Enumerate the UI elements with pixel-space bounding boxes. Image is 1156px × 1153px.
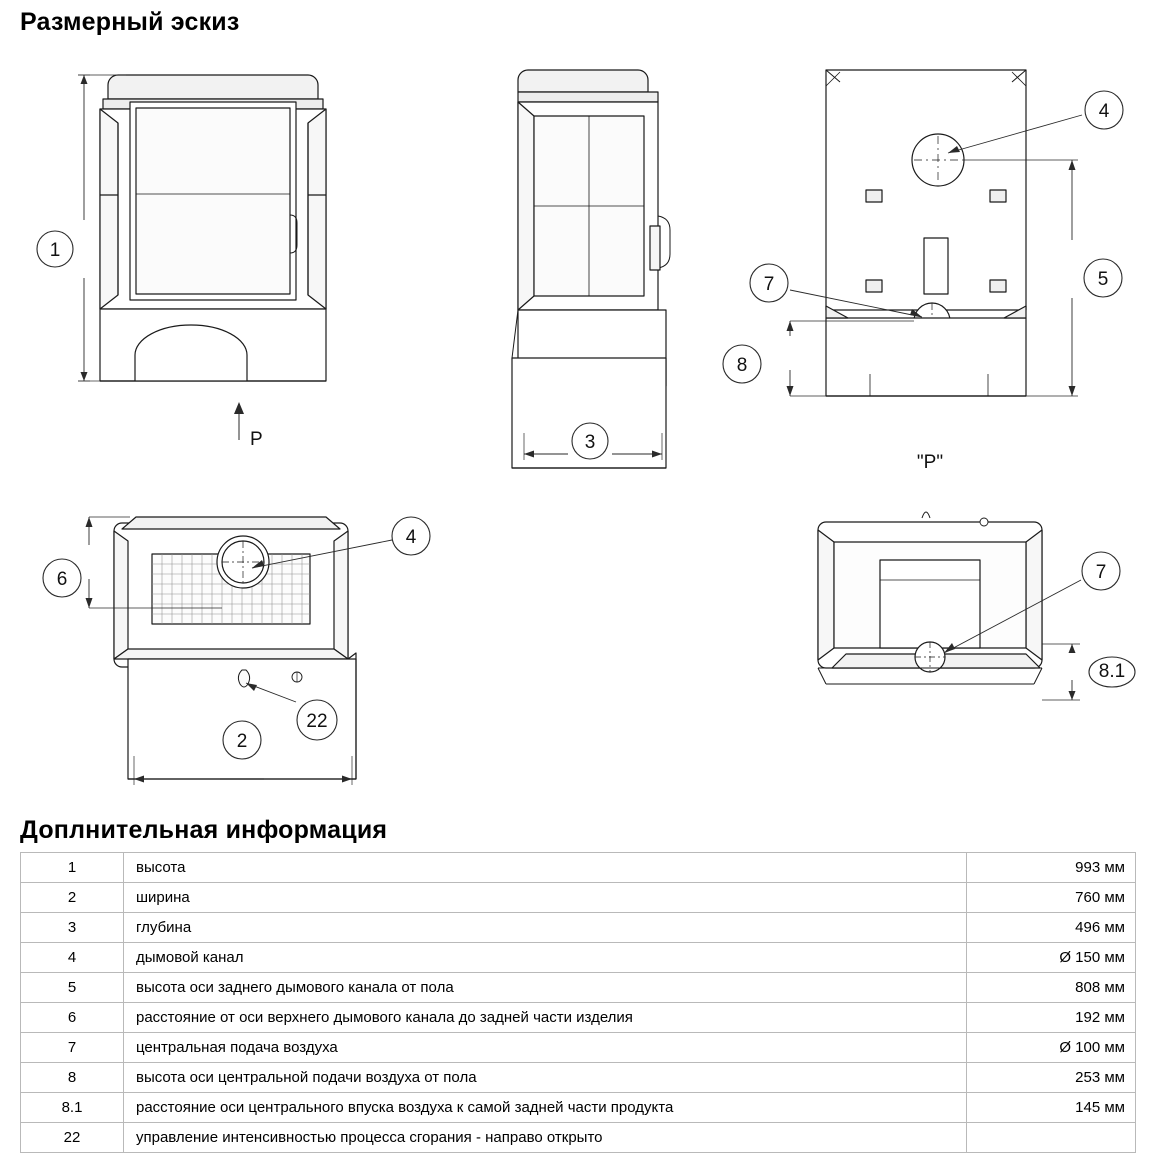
row-description: центральная подача воздуха <box>124 1033 967 1063</box>
page-title-extra: Доплнительная информация <box>20 816 388 844</box>
row-number: 8.1 <box>21 1093 124 1123</box>
row-number: 8 <box>21 1063 124 1093</box>
front-view <box>100 75 326 381</box>
row-value: 192 мм <box>967 1003 1136 1033</box>
callout-7-rear: 7 <box>763 274 775 295</box>
callout-2: 2 <box>236 731 248 752</box>
row-number: 5 <box>21 973 124 1003</box>
callout-4-top: 4 <box>405 527 417 548</box>
callout-7-p: 7 <box>1095 562 1107 583</box>
row-number: 4 <box>21 943 124 973</box>
dimension-8-1 <box>1042 644 1136 700</box>
callout-3: 3 <box>584 432 596 453</box>
row-description: высота оси заднего дымового канала от пола <box>124 973 967 1003</box>
table-row <box>21 883 1136 913</box>
row-description: расстояние от оси верхнего дымового канала до задней части изделия <box>124 1003 967 1033</box>
row-value: 145 мм <box>967 1093 1136 1123</box>
view-arrow-p <box>234 402 263 450</box>
row-description: ширина <box>124 883 967 913</box>
row-value: 496 мм <box>967 913 1136 943</box>
table-row <box>21 1003 1136 1033</box>
bottom-view-p <box>818 512 1042 684</box>
table-row <box>21 913 1136 943</box>
side-view <box>512 70 670 468</box>
row-value: Ø 150 мм <box>967 943 1136 973</box>
technical-drawing <box>0 40 1156 820</box>
callout-8: 8 <box>736 355 748 376</box>
row-description: глубина <box>124 913 967 943</box>
table-row <box>21 973 1136 1003</box>
table-row <box>21 1093 1136 1123</box>
row-number: 22 <box>21 1123 124 1153</box>
row-description: высота оси центральной подачи воздуха от пола <box>124 1063 967 1093</box>
label-view-p: "P" <box>916 452 944 473</box>
table-row <box>21 853 1136 883</box>
table-row <box>21 1063 1136 1093</box>
row-value: 808 мм <box>967 973 1136 1003</box>
callout-1: 1 <box>49 240 61 261</box>
callout-6: 6 <box>56 569 68 590</box>
row-description: управление интенсивностью процесса сгорания - направо открыто <box>124 1123 967 1153</box>
table-row <box>21 1033 1136 1063</box>
row-number: 3 <box>21 913 124 943</box>
info-table <box>20 852 1136 1153</box>
row-description: расстояние оси центрального впуска воздуха к самой задней части продукта <box>124 1093 967 1123</box>
row-description: высота <box>124 853 967 883</box>
row-number: 6 <box>21 1003 124 1033</box>
callout-4-rear: 4 <box>1098 101 1110 122</box>
page-title-sketch: Размерный эскиз <box>20 8 240 36</box>
row-value: Ø 100 мм <box>967 1033 1136 1063</box>
row-value: 253 мм <box>967 1063 1136 1093</box>
row-value: 760 мм <box>967 883 1136 913</box>
row-number: 7 <box>21 1033 124 1063</box>
callout-22: 22 <box>306 711 328 732</box>
row-value <box>967 1123 1136 1153</box>
row-number: 2 <box>21 883 124 913</box>
row-number: 1 <box>21 853 124 883</box>
callout-5: 5 <box>1097 269 1109 290</box>
row-value: 993 мм <box>967 853 1136 883</box>
row-description: дымовой канал <box>124 943 967 973</box>
callout-8-1: 8.1 <box>1098 661 1126 682</box>
label-arrow-p: P <box>250 429 263 450</box>
table-row <box>21 943 1136 973</box>
table-row <box>21 1123 1136 1153</box>
rear-view <box>826 70 1026 396</box>
